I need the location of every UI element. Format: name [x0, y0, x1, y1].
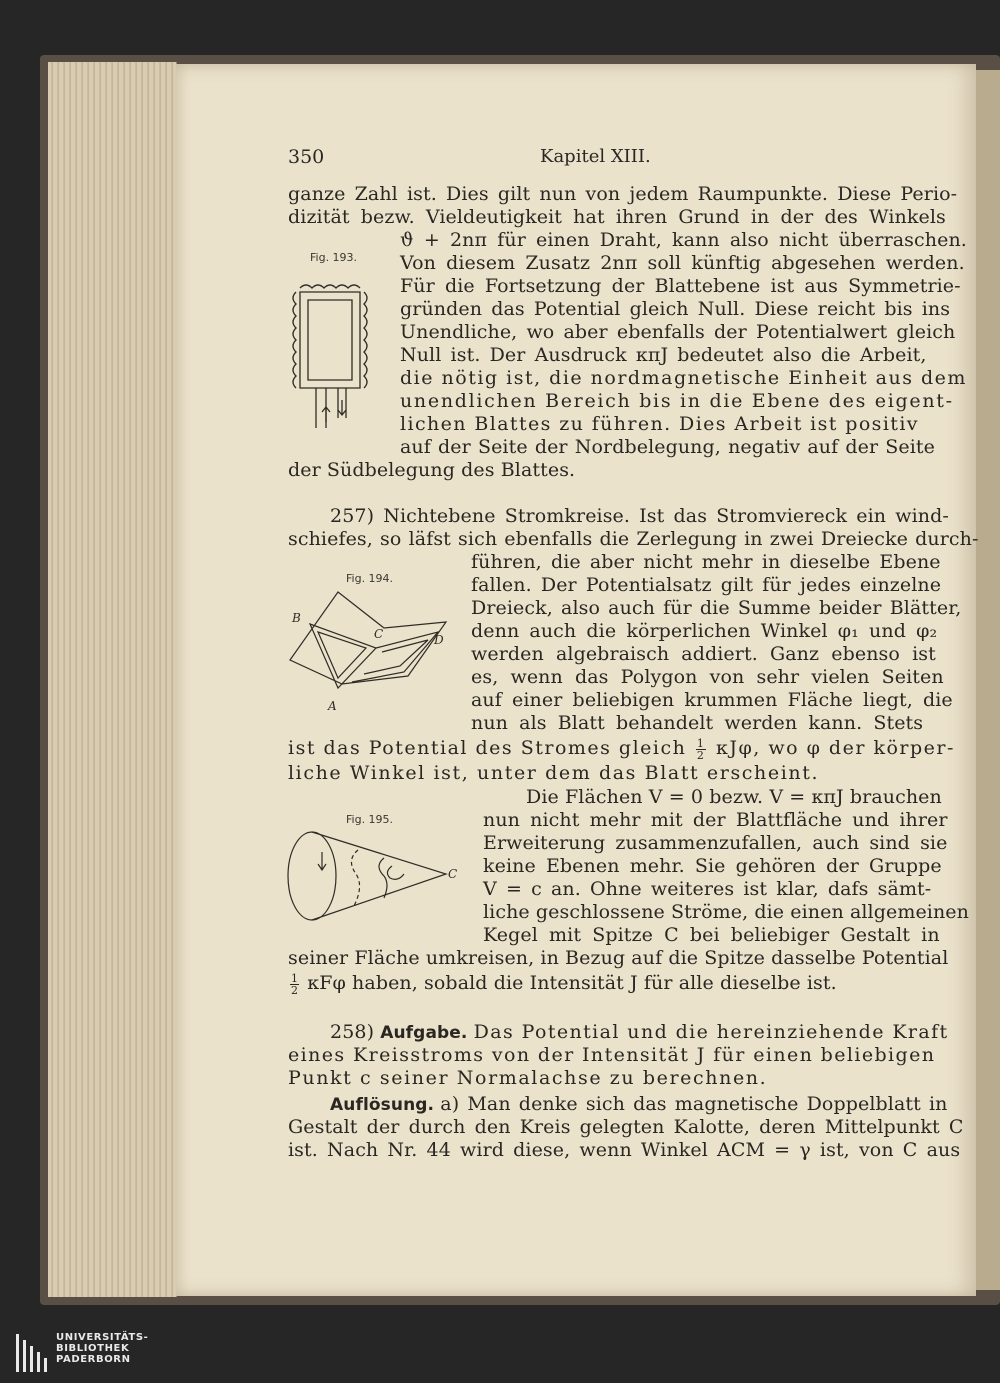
paragraph-line: Kegel mit Spitze C bei beliebiger Gestalt in [483, 924, 940, 946]
fraction-half [290, 973, 299, 996]
paragraph-line: Von diesem Zusatz 2nπ soll künftig abgesehen werden. [400, 252, 965, 274]
figure-caption: Fig. 195. [346, 813, 394, 826]
fraction-denominator: 2 [291, 983, 299, 997]
paragraph-line: keine Ebenen mehr. Sie gehören der Gruppe [483, 855, 942, 877]
solution-text: a) Man denke sich das magnetische Doppelblatt in [440, 1093, 948, 1115]
paragraph-line: Punkt c seiner Normalachse zu berechnen. [288, 1067, 768, 1089]
paragraph-line: Null ist. Der Ausdruck κπJ bedeutet also die Arbeit, [400, 344, 927, 366]
paragraph-line: Unendliche, wo aber ebenfalls der Potentialwert gleich [400, 321, 956, 343]
figure-label-a: A [328, 699, 337, 713]
library-name-line: BIBLIOTHEK [56, 1343, 130, 1354]
figure-label-c: C [374, 627, 384, 641]
figure-caption: Fig. 193. [310, 251, 358, 264]
paragraph-line: auf einer beliebigen krummen Fläche liegt, die [471, 689, 953, 711]
running-header: Kapitel XIII. [540, 146, 651, 167]
fraction-numerator: 1 [291, 971, 299, 985]
figure-195-cone [284, 830, 464, 926]
section-257-text: 257) Nichtebene Stromkreise. Ist das Stromviereck ein wind- [330, 505, 949, 527]
paragraph-line: werden algebraisch addiert. Ganz ebenso ist [471, 643, 936, 665]
paragraph-line: gründen das Potential gleich Null. Diese reicht bis ins [400, 298, 951, 320]
figure-label-b: B [292, 611, 301, 625]
fraction-denominator: 2 [696, 748, 706, 762]
figure-label-d: D [434, 633, 444, 647]
potential-text: ist das Potential des Stromes gleich [288, 737, 687, 759]
solution-line [330, 1093, 948, 1116]
figure-193-coil-drawing [286, 272, 376, 432]
paragraph-line: V = c an. Ohne weiteres ist klar, dafs sämt- [483, 878, 932, 900]
library-name-line: UNIVERSITÄTS- [56, 1332, 149, 1343]
paragraph-line: Die Flächen V = 0 bezw. V = κπJ brauchen [526, 786, 942, 808]
paragraph-line: nun als Blatt behandelt werden kann. Stets [471, 712, 924, 734]
section-title: Aufgabe. [380, 1023, 468, 1043]
final-text: κFφ haben, sobald die Intensität J für alle dieselbe ist. [307, 972, 837, 994]
paragraph-line: denn auch die körperlichen Winkel φ₁ und φ₂ [471, 620, 938, 642]
section-number: 258) [330, 1021, 375, 1043]
paragraph-line: schiefes, so läfst sich ebenfalls die Zerlegung in zwei Dreiecke durch- [288, 528, 979, 550]
paragraph-line: eines Kreisstroms von der Intensität J für einen beliebigen [288, 1044, 936, 1066]
figure-194-skew-quadrilateral [286, 588, 456, 718]
paragraph-line: die nötig ist, die nordmagnetische Einheit aus dem [400, 367, 967, 389]
paragraph-line: führen, die aber nicht mehr in dieselbe Ebene [471, 551, 941, 573]
paragraph-line [330, 505, 949, 527]
library-name-line: PADERBORN [56, 1354, 131, 1365]
paragraph-line: nun nicht mehr mit der Blattfläche und ihrer [483, 809, 948, 831]
paragraph-line: ist. Nach Nr. 44 wird diese, wenn Winkel ACM = γ ist, von C aus [288, 1139, 961, 1161]
figure-caption: Fig. 194. [346, 572, 394, 585]
paragraph-line: Für die Fortsetzung der Blattebene ist aus Symmetrie- [400, 275, 961, 297]
paragraph-line: ϑ + 2nπ für einen Draht, kann also nicht überraschen. [400, 229, 967, 251]
potential-text-end: κJφ, wo φ der körper- [715, 737, 955, 759]
fraction-numerator: 1 [696, 736, 706, 750]
paragraph-line: liche geschlossene Ströme, die einen allgemeinen [483, 901, 969, 923]
final-line [288, 972, 837, 996]
paragraph-line: seiner Fläche umkreisen, in Bezug auf die Spitze dasselbe Potential [288, 947, 949, 969]
section-text: Das Potential und die hereinziehende Kraft [473, 1021, 949, 1043]
paragraph-line: ganze Zahl ist. Dies gilt nun von jedem Raumpunkte. Diese Perio- [288, 183, 958, 205]
paragraph-line: Gestalt der durch den Kreis gelegten Kalotte, deren Mittelpunkt C [288, 1116, 964, 1138]
figure-label-c: C [448, 867, 458, 881]
solution-label: Auflösung. [330, 1095, 435, 1115]
potential-line [288, 737, 955, 761]
paragraph-line: fallen. Der Potentialsatz gilt für jedes einzelne [471, 574, 942, 596]
paragraph-line: lichen Blattes zu führen. Dies Arbeit ist positiv [400, 413, 919, 435]
paragraph-line: unendlichen Bereich bis in die Ebene des eigent- [400, 390, 954, 412]
paragraph-line: dizität bezw. Vieldeutigkeit hat ihren Grund in der des Winkels [288, 206, 946, 228]
section-258-heading-line [330, 1021, 949, 1044]
paragraph-line: Erweiterung zusammenzufallen, auch sind sie [483, 832, 948, 854]
page-edges [48, 62, 177, 1297]
paragraph-line: auf der Seite der Nordbelegung, negativ auf der Seite [400, 436, 936, 458]
paragraph-line: es, wenn das Polygon von sehr vielen Seiten [471, 666, 944, 688]
library-logo-icon [16, 1334, 54, 1372]
page-number: 350 [288, 146, 325, 168]
fraction-half [696, 738, 707, 761]
library-footer [0, 1322, 300, 1383]
paragraph-line: liche Winkel ist, unter dem das Blatt erscheint. [288, 762, 820, 784]
paragraph-line: Dreieck, also auch für die Summe beider Blätter, [471, 597, 962, 619]
paragraph-line: der Südbelegung des Blattes. [288, 459, 576, 481]
right-page-edge [976, 70, 1000, 1290]
